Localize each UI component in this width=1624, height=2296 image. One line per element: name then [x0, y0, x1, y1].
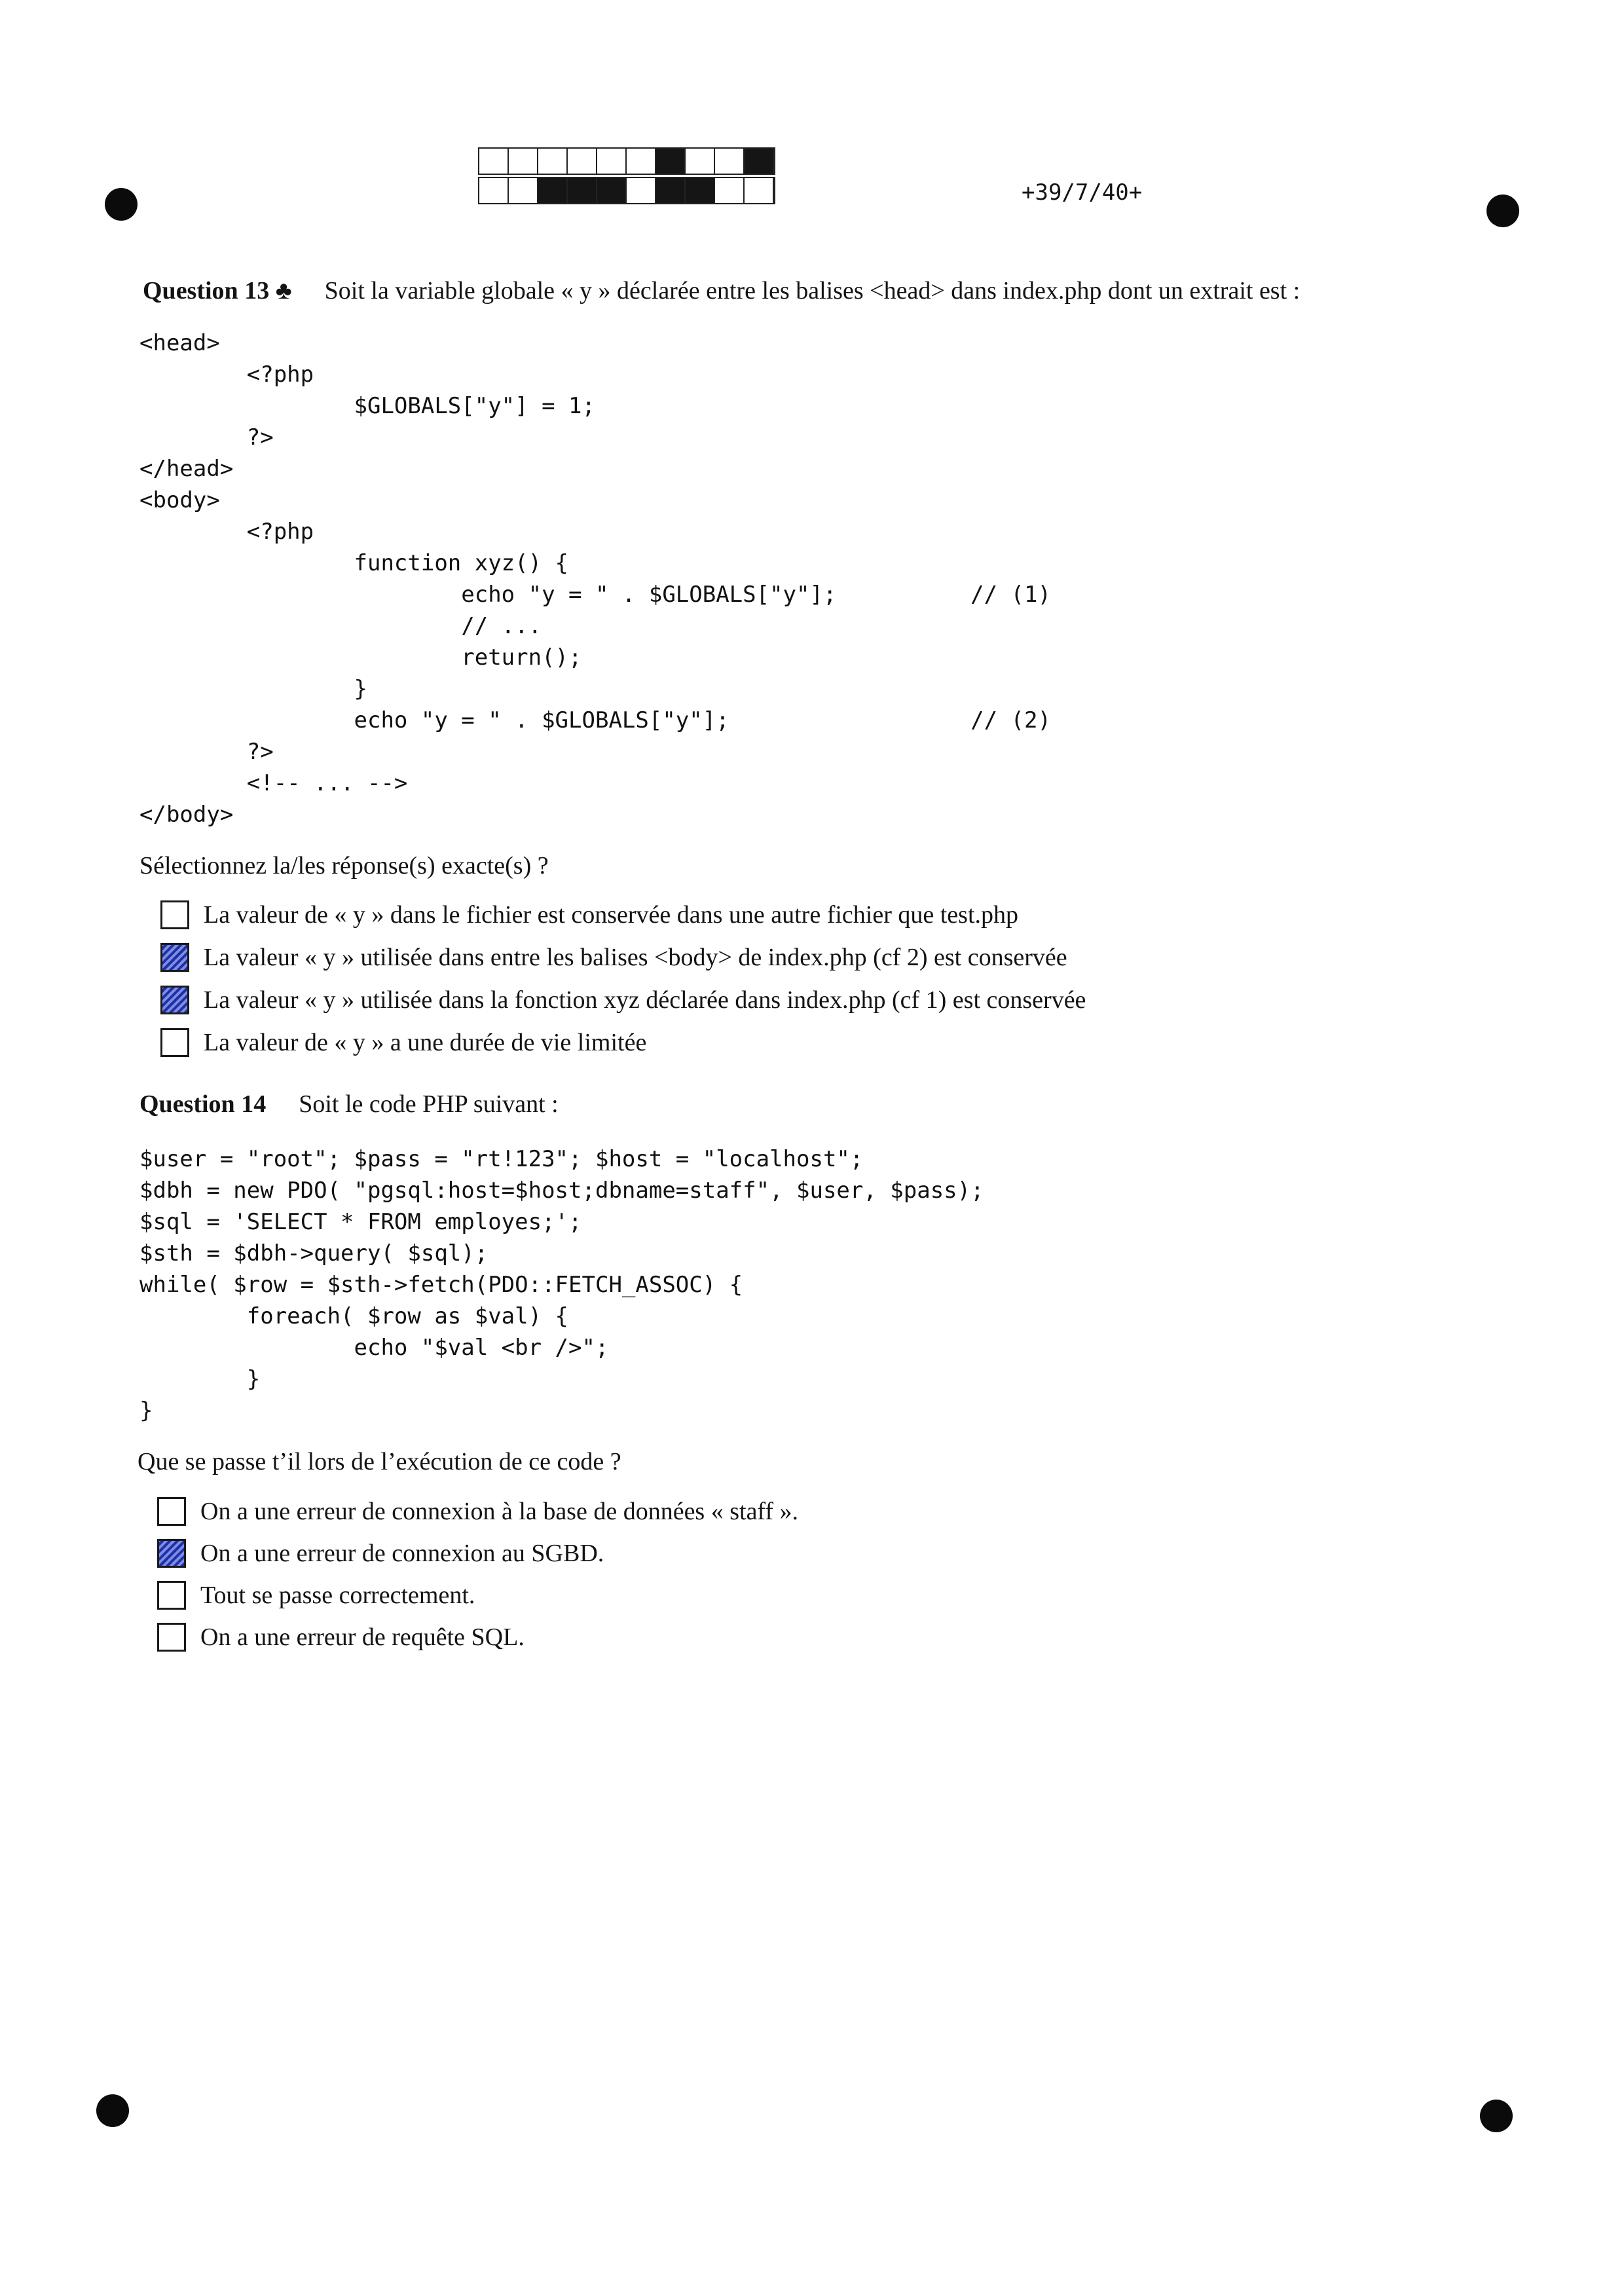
barcode-cell [686, 178, 715, 203]
barcode-cell [627, 178, 656, 203]
choice-label: On a une erreur de connexion à la base de données « staff ». [200, 1498, 799, 1525]
q13-choice-3[interactable] [160, 986, 1086, 1014]
barcode-cell [597, 178, 627, 203]
barcode-cell [715, 178, 745, 203]
q14-choice-3[interactable] [157, 1581, 475, 1610]
checkbox[interactable] [157, 1497, 186, 1526]
choice-label: On a une erreur de connexion au SGBD. [200, 1540, 604, 1567]
checkbox[interactable] [160, 1028, 189, 1057]
q13-choice-2[interactable] [160, 943, 1067, 972]
barcode-cell [538, 149, 568, 174]
barcode-cell [568, 149, 597, 174]
question-13-text: Soit la variable globale « y » déclarée entre les balises <head> dans index.php dont un extrait est : [324, 277, 1301, 305]
choice-label: La valeur de « y » a une durée de vie limitée [204, 1029, 647, 1056]
checkbox[interactable] [160, 986, 189, 1014]
q14-choice-2[interactable] [157, 1539, 604, 1568]
q13-choice-4[interactable] [160, 1028, 646, 1057]
checkbox[interactable] [157, 1581, 186, 1610]
q14-choice-4[interactable] [157, 1623, 525, 1652]
question-14-number: Question 14 [139, 1090, 267, 1118]
barcode-cell [509, 149, 538, 174]
barcode-cell [568, 178, 597, 203]
barcode-cell [715, 149, 745, 174]
q14-choice-1[interactable] [157, 1497, 798, 1526]
barcode-cell [479, 149, 509, 174]
choice-label: La valeur « y » utilisée dans entre les balises <body> de index.php (cf 2) est conservée [204, 944, 1067, 971]
barcode-cell [745, 178, 774, 203]
registration-mark-top-right [1486, 194, 1519, 227]
checkbox[interactable] [160, 900, 189, 929]
question-13-code: <head> <?php $GLOBALS["y"] = 1; ?> </head> <body> <?php function xyz() { echo "y = " . $GLOBALS["y"]; // (1) // ... return(); } echo "y = " . $GLOBALS["y"]; // (2) ?> <!-- ... --> </body> [139, 330, 1051, 828]
barcode-row-1 [478, 147, 775, 175]
question-14-code: $user = "root"; $pass = "rt!123"; $host = "localhost"; $dbh = new PDO( "pgsql:host=$host;dbname=staff", $user, $pass); $sql = 'SELECT * FROM employes;'; $sth = $dbh->query( $sql); while( $row = $sth->fetch(PDO::FETCH_ASSOC) { foreach( $row as $val) { echo "$val <br />"; } } [139, 1146, 984, 1424]
barcode-row-2 [478, 177, 775, 204]
barcode-cell [538, 178, 568, 203]
barcode-cell [656, 149, 686, 174]
checkbox[interactable] [157, 1623, 186, 1652]
question-14-header [139, 1090, 559, 1119]
barcode-cell [627, 149, 656, 174]
barcode-cell [597, 149, 627, 174]
page-id: +39/7/40+ [1022, 179, 1143, 206]
q13-choice-1[interactable] [160, 900, 1018, 929]
choice-label: On a une erreur de requête SQL. [200, 1623, 525, 1651]
barcode-cell [686, 149, 715, 174]
question-13-prompt: Sélectionnez la/les réponse(s) exacte(s) ? [139, 852, 549, 880]
barcode-cell [656, 178, 686, 203]
choice-label: Tout se passe correctement. [200, 1582, 475, 1609]
registration-mark-bottom-right [1480, 2100, 1513, 2132]
question-14-prompt: Que se passe t’il lors de l’exécution de ce code ? [138, 1448, 621, 1475]
checkbox[interactable] [160, 943, 189, 972]
choice-label: La valeur de « y » dans le fichier est conservée dans une autre fichier que test.php [204, 901, 1018, 929]
question-13-header [143, 276, 1300, 305]
barcode-cell [509, 178, 538, 203]
barcode-cell [479, 178, 509, 203]
question-13-number: Question 13 ♣ [143, 277, 292, 305]
choice-label: La valeur « y » utilisée dans la fonction xyz déclarée dans index.php (cf 1) est conservée [204, 986, 1086, 1014]
question-14-text: Soit le code PHP suivant : [299, 1090, 559, 1118]
barcode-cell [745, 149, 774, 174]
checkbox[interactable] [157, 1539, 186, 1568]
registration-mark-top-left [105, 188, 138, 221]
registration-mark-bottom-left [96, 2094, 129, 2127]
